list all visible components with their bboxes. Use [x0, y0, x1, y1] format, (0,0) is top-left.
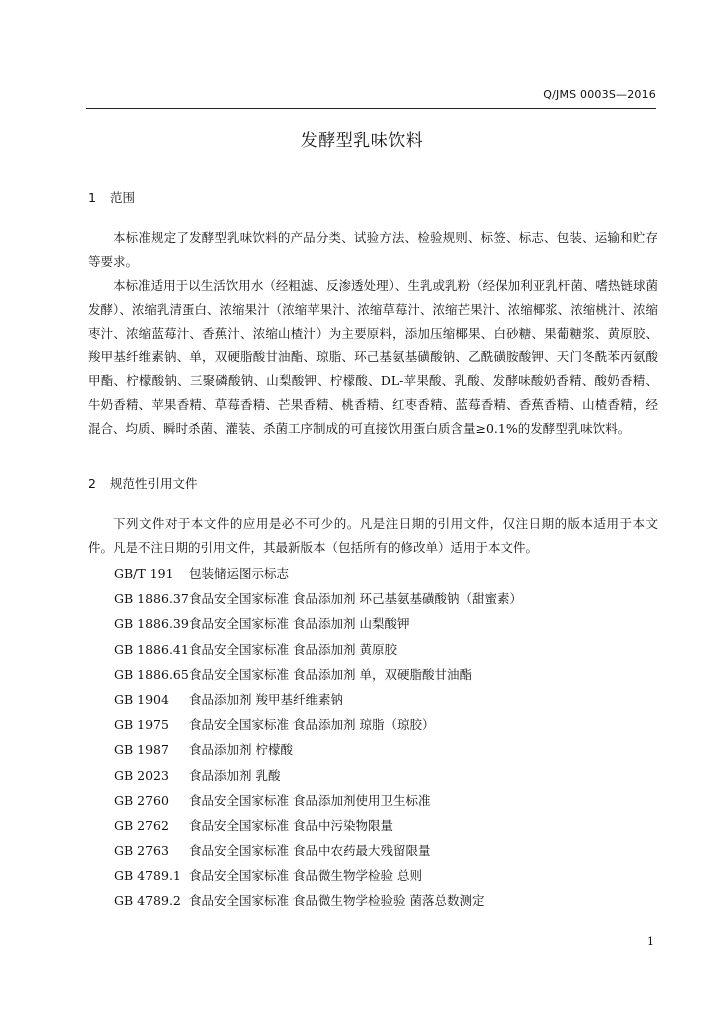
reference-code: GB 4789.1 — [114, 868, 181, 884]
reference-title: 食品安全国家标准 食品添加剂 黄原胶 — [189, 641, 397, 657]
reference-row — [114, 717, 654, 742]
section-2-paragraph: 下列文件对于本文件的应用是必不可少的。凡是注日期的引用文件，仅注日期的版本适用于本文件。凡是不注日期的引用文件，其最新版本（包括所有的修改单）适用于本文件。 — [88, 516, 658, 555]
reference-row — [114, 642, 654, 667]
reference-code: GB 4789.2 — [114, 893, 181, 909]
reference-row — [114, 591, 654, 616]
reference-row — [114, 616, 654, 641]
reference-title: 食品添加剂 柠檬酸 — [189, 742, 293, 758]
reference-title: 食品安全国家标准 食品中农药最大残留限量 — [189, 843, 431, 859]
reference-code: GB 2762 — [114, 817, 169, 833]
reference-row — [114, 742, 654, 767]
standard-code: Q/JMS 0003S—2016 — [543, 88, 656, 101]
reference-title: 食品安全国家标准 食品微生物学检验验 菌落总数测定 — [189, 893, 485, 909]
document-title: 发酵型乳味饮料 — [300, 131, 424, 151]
reference-code: GB 1886.39 — [114, 616, 189, 632]
reference-code: GB 1987 — [114, 742, 169, 758]
reference-title: 食品安全国家标准 食品添加剂 单，双硬脂酸甘油酯 — [189, 666, 472, 682]
reference-title: 食品添加剂 羧甲基纤维素钠 — [189, 691, 343, 707]
reference-code: GB/T 191 — [114, 566, 174, 581]
reference-code: GB 1886.37 — [114, 591, 189, 607]
reference-title: 食品安全国家标准 食品微生物学检验 总则 — [189, 868, 422, 884]
section-1-paragraph-1: 本标准规定了发酵型乳味饮料的产品分类、试验方法、检验规则、标签、标志、包装、运输和贮存等要求。 — [88, 230, 658, 269]
reference-row — [114, 768, 654, 793]
reference-code: GB 1975 — [114, 717, 169, 733]
reference-title: 食品安全国家标准 食品添加剂使用卫生标准 — [189, 792, 431, 808]
reference-code: GB 2023 — [114, 767, 169, 783]
reference-title: 包装储运图示标志 — [189, 566, 290, 581]
reference-title: 食品安全国家标准 食品中污染物限量 — [189, 817, 393, 833]
section-1-heading — [88, 188, 135, 206]
reference-code: GB 1886.41 — [114, 641, 189, 657]
section-1-number: 1 — [88, 190, 96, 205]
reference-code: GB 1904 — [114, 691, 169, 707]
section-1-paragraph-2: 本标准适用于以生活饮用水（经粗滤、反渗透处理）、生乳或乳粉（经保加利亚乳杆菌、嗜热链球菌发酵）、浓缩乳清蛋白、浓缩果汁（浓缩苹果汁、浓缩草莓汁、浓缩芒果汁、浓缩椰浆、浓缩桃汁、浓缩枣汁、浓缩蓝莓汁、香蕉汁、浓缩山楂汁）为主要原料，添加压缩椰果、白砂糖、果葡糖浆、黄原胶、羧甲基纤维素钠、单，双硬脂酸甘油酯、琼脂、环己基氨基磺酸钠、乙酰磺胺酸钾、天门冬酰苯丙氨酸甲酯、柠檬酸钠、三聚磷酸钠、山梨酸钾、柠檬酸、DL-苹果酸、乳酸、发酵味酸奶香精、酸奶香精、牛奶香精、苹果香精、草莓香精、芒果香精、桃香精、红枣香精、蓝莓香精、香蕉香精、山楂香精，经混合、均质、瞬时杀菌、灌装、杀菌工序制成的可直接饮用蛋白质含量≥0.1%的发酵型乳味饮料。 — [88, 278, 658, 436]
reference-code: GB 2763 — [114, 843, 169, 859]
section-2-heading — [88, 474, 198, 492]
reference-row — [114, 667, 654, 692]
section-2-title: 规范性引用文件 — [109, 476, 198, 491]
section-2-number: 2 — [88, 476, 96, 491]
reference-row — [114, 566, 654, 591]
reference-row — [114, 793, 654, 818]
reference-code: GB 2760 — [114, 792, 169, 808]
reference-code: GB 1886.65 — [114, 666, 189, 682]
page-number: 1 — [647, 935, 654, 948]
reference-row — [114, 843, 654, 868]
reference-row — [114, 818, 654, 843]
reference-title: 食品安全国家标准 食品添加剂 琼脂（琼胶） — [189, 717, 435, 733]
reference-row — [114, 692, 654, 717]
reference-title: 食品安全国家标准 食品添加剂 山梨酸钾 — [189, 616, 410, 632]
reference-title: 食品添加剂 乳酸 — [189, 767, 281, 783]
reference-row — [114, 868, 654, 893]
reference-title: 食品安全国家标准 食品添加剂 环己基氨基磺酸钠（甜蜜素） — [189, 591, 522, 607]
section-1-title: 范围 — [109, 190, 135, 205]
reference-row — [114, 893, 654, 918]
header-rule — [86, 108, 656, 109]
reference-list — [114, 566, 654, 919]
